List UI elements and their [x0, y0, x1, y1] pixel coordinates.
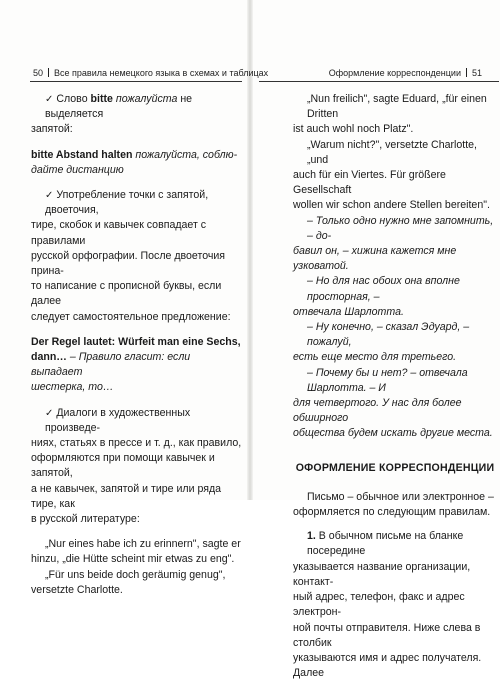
text-line: указывается название организации, контакт-: [293, 560, 471, 588]
right-header-rule: [259, 81, 499, 82]
text-span: не выделяется: [45, 93, 193, 121]
list-number: 1.: [307, 530, 316, 543]
text-line: для четвертого. У нас для более обширного: [293, 397, 462, 425]
translation: пожалуйста: [115, 93, 178, 105]
right-running-title: Оформление корреспонденции: [328, 68, 461, 78]
text-line: то написание с прописной буквы, если далее: [31, 280, 222, 308]
text-line: указываются имя и адрес получателя. Далее: [293, 651, 482, 680]
german-example: bitte Abstand halten: [31, 148, 133, 161]
text-line: русской орфографии. После двоеточия прина-: [31, 249, 226, 278]
text-line: versetzte Charlotte.: [31, 583, 123, 596]
header-separator: [48, 68, 49, 77]
text-line: [31, 188, 242, 218]
text-line: „Für uns beide doch geräumig genug",: [45, 568, 226, 581]
text-line: ниях, статьях в прессе и т. д., как правило,: [31, 437, 242, 450]
left-page: [0, 0, 269, 596]
text-line: [31, 406, 242, 436]
german-term: bitte: [90, 93, 113, 105]
text-line: – Почему бы и нет? – отвечала Шарлотта. – И: [307, 366, 468, 394]
text-line: „Warum nicht?", versetzte Charlotte, „und: [307, 138, 477, 166]
text-span: Употребление точки с запятой, двоеточия,: [45, 189, 209, 217]
text-line: запятой:: [31, 123, 73, 136]
left-running-title: Все правила немецкого языка в схемах и таблицах: [54, 68, 269, 78]
text-line: шестерка, то…: [31, 381, 114, 394]
text-line: [293, 529, 497, 559]
header-separator: [466, 68, 467, 77]
text-line: hinzu, „die Hütte scheint mir etwas zu eng".: [31, 553, 235, 566]
check-mark-icon: ✓: [45, 407, 54, 419]
left-page-body: [31, 92, 242, 598]
text-line: ный адрес, телефон, факс и адрес электрон-: [293, 591, 465, 619]
german-example: dann…: [31, 351, 67, 364]
left-page-number: 50: [33, 68, 44, 78]
left-running-head: [33, 68, 268, 79]
text-line: [31, 148, 242, 163]
text-line: „Nun freilich", sagte Eduard, „für einen Dritten: [307, 93, 487, 121]
text-line: „Nur eines habe ich zu erinnern", sagte er: [45, 538, 241, 551]
text-span: Слово: [56, 93, 88, 105]
text-span: В обычном письме на бланке посередине: [307, 530, 464, 558]
text-line: [31, 92, 242, 122]
text-line: есть еще место для третьего.: [293, 351, 457, 364]
text-span: Диалоги в художественных произведе-: [45, 406, 191, 434]
text-line: дайте дистанцию: [31, 163, 124, 176]
right-running-head: [329, 68, 482, 79]
text-line: отвечала Шарлотта.: [293, 305, 404, 318]
text-line: оформляются при помощи кавычек и запятой,: [31, 452, 215, 480]
text-line: в русской литературе:: [31, 513, 140, 526]
text-line: общества будем искать другие места.: [293, 427, 493, 440]
text-line: Der Regel lautet: Würfeit man eine Sechs,: [31, 335, 241, 348]
text-line: а не кавычек, запятой и тире или ряда тире, как: [31, 482, 222, 510]
text-line: ist auch wohl noch Platz".: [293, 123, 414, 136]
text-line: Письмо – обычное или электронное –: [307, 490, 494, 503]
right-page-body: [293, 92, 497, 681]
right-page: [253, 0, 500, 680]
text-line: оформляется по следующим правилам.: [293, 506, 491, 519]
text-line: – Только одно нужно мне запомнить, – до-: [307, 214, 494, 242]
text-line: ной почты отправителя. Ниже слева в столбик: [293, 621, 481, 649]
text-line: тире, скобок и кавычек совпадает с правилами: [31, 219, 207, 247]
text-line: бавил он, – хижина кажется мне узковатой.: [293, 245, 457, 273]
left-header-rule: [30, 81, 242, 82]
section-heading: ОФОРМЛЕНИЕ КОРРЕСПОНДЕНЦИИ: [295, 461, 495, 474]
translation: пожалуйста, соблю-: [135, 148, 238, 161]
translation: – Правило гласит: если выпадает: [31, 351, 191, 379]
check-mark-icon: ✓: [45, 190, 54, 202]
text-line: – Но для нас обоих она вполне просторная, –: [307, 275, 460, 303]
text-line: auch für ein Viertes. Für größere Gesellschaft: [293, 169, 446, 197]
text-line: wollen wir schon andere Stellen bereiten".: [293, 199, 490, 212]
right-page-number: 51: [471, 68, 482, 78]
check-mark-icon: ✓: [45, 94, 54, 105]
text-line: следует самостоятельное предложение:: [31, 310, 231, 323]
text-line: [31, 350, 242, 380]
text-line: – Ну конечно, – сказал Эдуард, – пожалуй,: [307, 321, 470, 349]
